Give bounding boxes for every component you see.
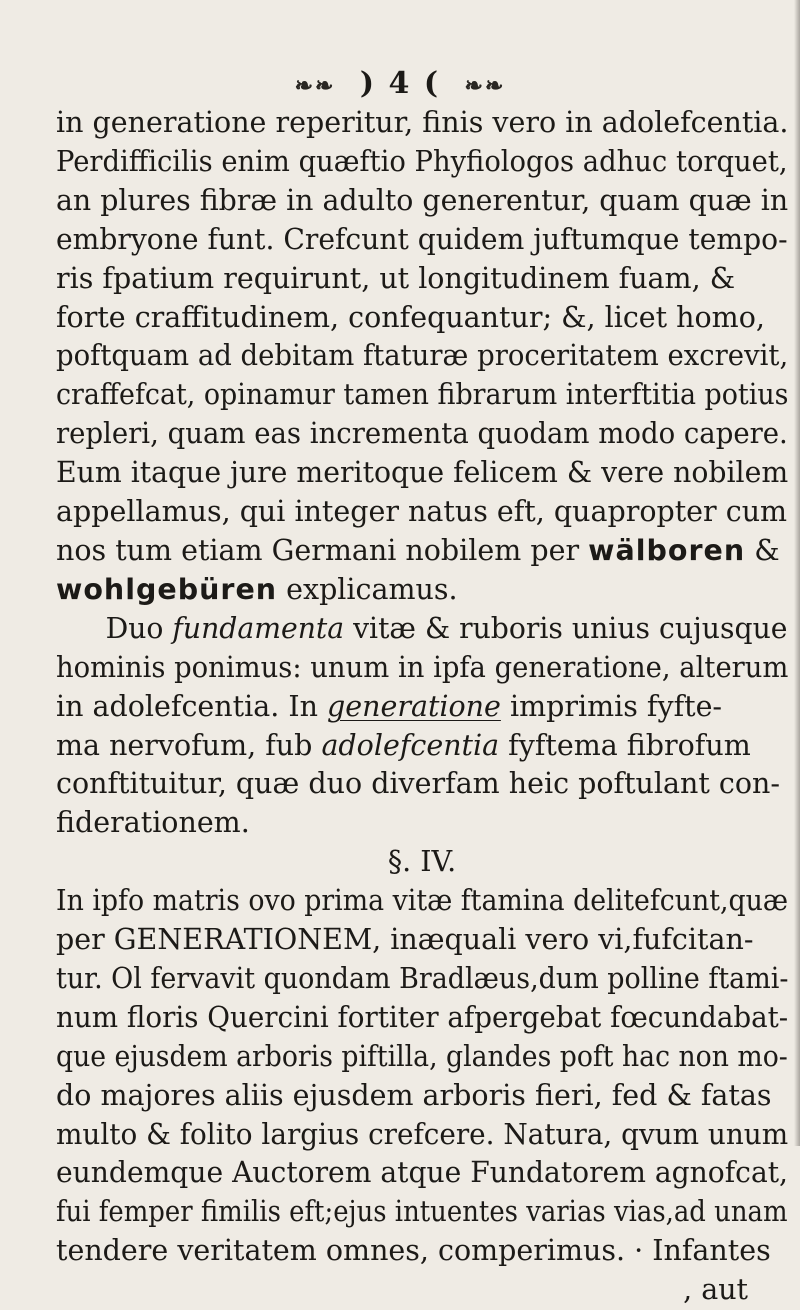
text-line: fui femper fimilis eft;ejus intuentes varias vias,ad unam (56, 1195, 788, 1229)
text-line: repleri, quam eas incrementa quodam modo capere. (56, 417, 788, 451)
text-run: & (754, 533, 780, 567)
text-line: craffefcat, opinamur tamen fibrarum interftitia potius (56, 378, 789, 412)
text-run: Duo (105, 611, 164, 645)
text-line: Eum itaque jure meritoque felicem & vere nobilem (56, 456, 789, 490)
text-run: vitæ & ruboris unius cujusque (353, 611, 788, 645)
section-heading: §. IV. (387, 845, 457, 879)
text-line: do majores aliis ejusdem arboris fieri, fed & fatas (56, 1078, 772, 1112)
text-line: tur. Ol fervavit quondam Bradlæus,dum polline ftami- (56, 961, 789, 995)
text-line: poftquam ad debitam ftaturæ proceritatem excrevit, (56, 339, 789, 373)
text-line (56, 532, 788, 571)
text-line: conftituitur, quæ duo diverfam heic poftulant con- (56, 767, 780, 801)
text-line: per GENERATIONEM, inæquali vero vi,fufcitan- (56, 923, 754, 957)
italic-term: generatione (327, 689, 501, 723)
text-run: in adolefcentia. In (56, 689, 318, 723)
ornament-left-icon: ❧❧ (294, 73, 336, 99)
text-line: ris fpatium requirunt, ut longitudinem fuam, & (56, 261, 736, 295)
text-line (56, 688, 788, 727)
blackletter-term: wälboren (588, 533, 746, 567)
body-text (56, 104, 788, 1310)
ornament-right-icon: ❧❧ (464, 73, 506, 99)
text-line: eundemque Auctorem atque Fundatorem agnofcat, (56, 1156, 789, 1190)
text-run: imprimis fyfte- (509, 689, 723, 723)
text-line: hominis ponimus: unum in ipfa generatione, alterum (56, 650, 789, 684)
catchword: , aut (683, 1273, 748, 1307)
text-line (56, 571, 788, 610)
text-line: In ipfo matris ovo prima vitæ ftamina delitefcunt,quæ (56, 884, 789, 918)
text-run: nos tum etiam Germani nobilem per (56, 533, 580, 567)
blackletter-term: wohlgebüren (56, 572, 278, 606)
text-line: que ejusdem arboris piftilla, glandes poft hac non mo- (56, 1039, 788, 1073)
page-number: ) 4 ( (359, 66, 441, 101)
text-run: ma nervofum, fub (56, 728, 313, 762)
text-line: multo & folito largius crefcere. Natura, qvum unum (56, 1117, 789, 1151)
text-line: embryone funt. Crefcunt quidem juftumque tempo- (56, 222, 788, 256)
text-line (56, 610, 788, 649)
text-line: num floris Quercini fortiter afpergebat fœcundabat- (56, 1000, 789, 1034)
italic-term: fundamenta (172, 611, 345, 645)
text-line: forte craffitudinem, confequantur; &, licet homo, (56, 300, 765, 334)
text-line: Perdifficilis enim quæftio Phyfiologos adhuc torquet, (56, 144, 788, 178)
running-header (0, 64, 800, 106)
text-line: appellamus, qui integer natus eft, quapropter cum (56, 495, 788, 529)
text-line: in generatione reperitur, finis vero in adolefcentia. (56, 106, 789, 139)
text-line: tendere veritatem omnes, comperimus. · Infantes (56, 1234, 771, 1268)
text-line: an plures fibræ in adulto generentur, quam quæ in (56, 183, 789, 217)
text-line (56, 727, 788, 766)
text-line: fiderationem. (56, 806, 250, 840)
italic-term: adolefcentia (321, 728, 500, 762)
text-run: explicamus. (286, 572, 458, 606)
text-run: fyftema fibrofum (508, 728, 751, 762)
page-edge-shadow (794, 0, 800, 1146)
